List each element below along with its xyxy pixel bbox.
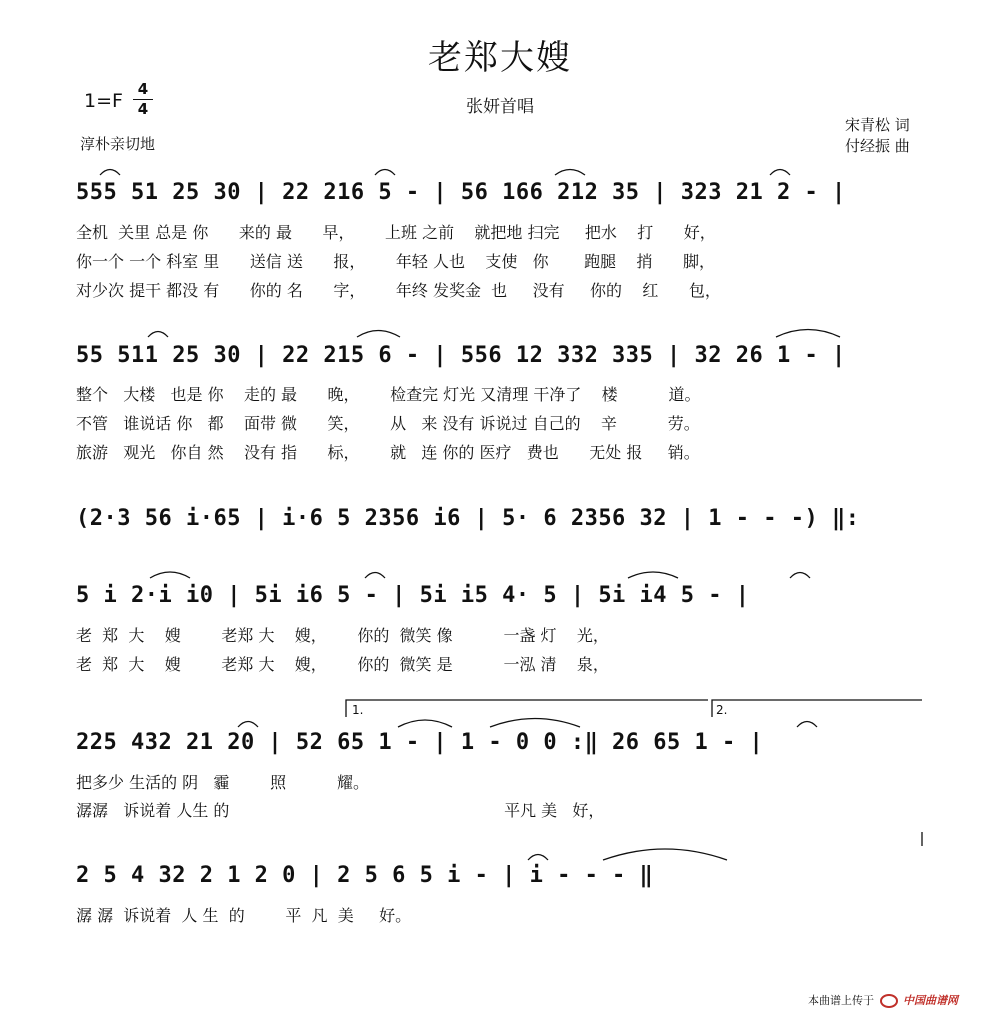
slur xyxy=(375,170,395,176)
notation-row-6: 2 5 4 32 2 1 2 0 | 2 5 6 5 i - | i - - - ‖ xyxy=(76,863,654,888)
slur xyxy=(628,572,678,578)
slur xyxy=(150,572,190,578)
volta-1-label: 1. xyxy=(352,703,364,717)
footer xyxy=(808,992,958,1008)
tempo-marking: 淳朴亲切地 xyxy=(80,135,156,153)
volta-2-bracket xyxy=(712,700,922,717)
slur xyxy=(100,170,120,176)
slur xyxy=(238,722,258,728)
slur xyxy=(490,719,580,728)
lyric-line-1-1: 全机 关里 总是 你 来的 最 早， 上班 之前 就把地 扫完 把水 打 好， xyxy=(76,223,716,242)
slur xyxy=(148,332,168,338)
volta-2-label: 2. xyxy=(716,703,728,717)
footer-brand: 中国曲谱网 xyxy=(903,994,958,1007)
lyric-line-6-1: 潺 潺 诉说着 人 生 的 平 凡 美 好。 xyxy=(76,906,412,925)
notation-row-3: (2·3 56 i·65 | i·6 5 2356 i6 | 5· 6 2356 32 | 1 - - -) ‖: xyxy=(76,506,860,531)
composer-credit: 付经振 曲 xyxy=(845,137,910,155)
lyric-line-1-3: 对少次 提干 都没 有 你的 名 字， 年终 发奖金 也 没有 你的 红 包， xyxy=(76,281,721,300)
notation-row-2: 55 511 25 30 | 22 215 6 - | 556 12 332 335 | 32 26 1 - | xyxy=(76,343,846,368)
lyric-line-5-1: 把多少 生活的 阴 霾 照 耀。 xyxy=(76,773,369,792)
notation-row-5: 225 432 21 20 | 52 65 1 - | 1 - 0 0 :‖ 26 65 1 - | xyxy=(76,730,764,755)
notation-row-4: 5 i 2·i i0 | 5i i6 5 - | 5i i5 4· 5 | 5i i4 5 - | xyxy=(76,583,750,608)
slur xyxy=(398,720,452,727)
slur xyxy=(776,330,840,338)
lyric-line-2-3: 旅游 观光 你自 然 没有 指 标， 就 连 你的 医疗 费也 无处 报 销。 xyxy=(76,443,700,462)
notation-row-1: 555 51 25 30 | 22 216 5 - | 56 166 212 35 | 323 21 2 - | xyxy=(76,180,846,205)
slur xyxy=(790,573,810,579)
slur xyxy=(770,170,790,176)
lyric-line-4-1: 老 郑 大 嫂 老郑 大 嫂， 你的 微笑 像 一盏 灯 光， xyxy=(76,626,609,645)
slur xyxy=(797,722,817,728)
key-signature: 1=F xyxy=(84,90,123,112)
slur xyxy=(357,331,400,338)
footer-prefix: 本曲谱上传于 xyxy=(808,994,874,1007)
lyricist-credit: 宋青松 词 xyxy=(845,116,910,134)
slur xyxy=(365,573,385,579)
lyric-line-2-2: 不管 谁说话 你 都 面带 微 笑， 从 来 没有 诉说过 自己的 辛 劳。 xyxy=(76,414,700,433)
time-signature-bottom: 4 xyxy=(133,99,153,119)
lyric-line-4-2: 老 郑 大 嫂 老郑 大 嫂， 你的 微笑 是 一泓 清 泉， xyxy=(76,655,609,674)
slur xyxy=(555,170,585,176)
volta-1-bracket xyxy=(346,700,708,717)
lyric-line-5-2: 潺潺 诉说着 人生 的 平凡 美 好， xyxy=(76,801,605,820)
slur xyxy=(528,855,548,861)
site-logo-icon xyxy=(880,994,898,1008)
score-title: 老郑大嫂 xyxy=(428,38,572,78)
time-signature-top: 4 xyxy=(137,80,149,98)
slur xyxy=(603,849,727,860)
lyric-line-1-2: 你一个 一个 科室 里 送信 送 报， 年轻 人也 支使 你 跑腿 捎 脚， xyxy=(76,252,716,271)
singer-credit: 张妍首唱 xyxy=(466,97,534,117)
lyric-line-2-1: 整个 大楼 也是 你 走的 最 晚， 检查完 灯光 又清理 干净了 楼 道。 xyxy=(76,385,701,404)
